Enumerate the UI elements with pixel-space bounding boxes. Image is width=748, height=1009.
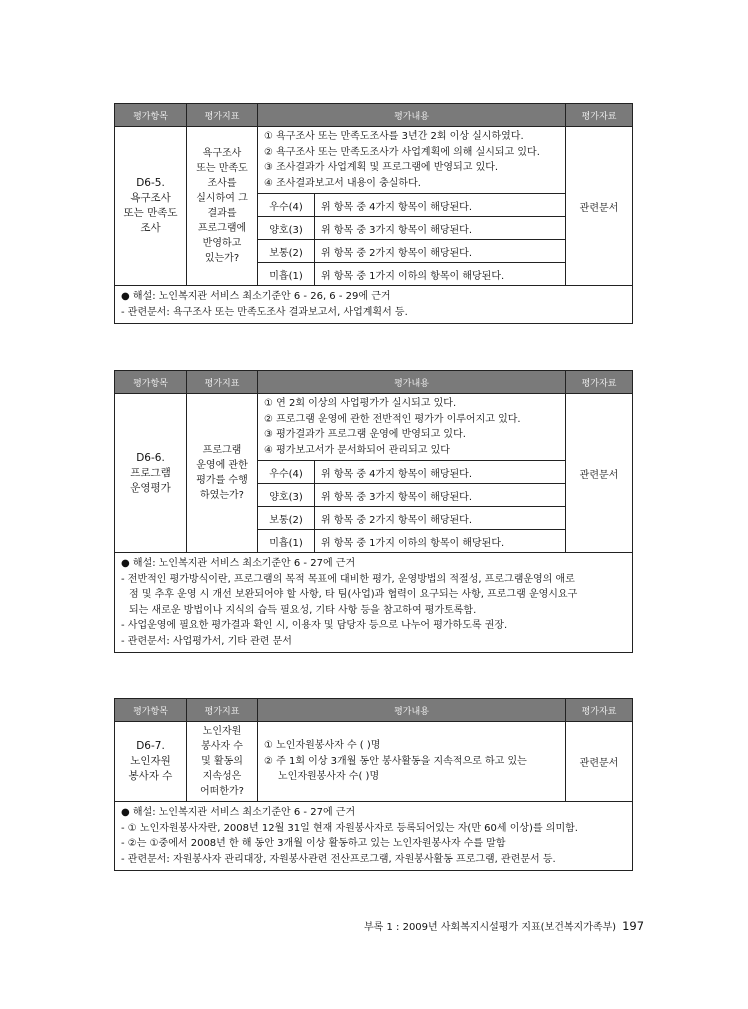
note-line: ● 해설: 노인복지관 서비스 최소기준안 6 - 27에 근거	[121, 807, 356, 818]
indicator-line: 반영하고	[202, 238, 242, 249]
indicator-line: 결과를	[207, 208, 237, 219]
criteria-item: ② 프로그램 운영에 관한 전반적인 평가가 이루어지고 있다.	[264, 413, 521, 425]
indicator-line: 및 활동의	[201, 756, 243, 767]
page-number: 197	[622, 919, 645, 933]
criteria-list	[258, 722, 566, 802]
note-line: - 관련문서: 사업평가서, 기타 관련 문서	[121, 635, 292, 647]
indicator-line: 봉사자 수	[201, 741, 243, 752]
grade-label: 우수(4)	[258, 461, 315, 484]
header-indicator: 평가지표	[187, 104, 258, 127]
header-category: 평가항목	[115, 699, 187, 722]
note-line: - 관련문서: 자원봉사자 관리대장, 자원봉사관련 전산프로그램, 자원봉사활동 프로그램, 관련문서 등.	[121, 853, 556, 865]
criteria-item: 노인자원봉사자 수( )명	[278, 771, 380, 783]
indicator-line: 평가를 수행	[196, 475, 248, 486]
grade-desc: 위 항목 중 1가지 이하의 항목이 해당된다.	[315, 263, 566, 286]
indicator-line: 프로그램	[202, 445, 242, 456]
grade-label: 미흡(1)	[258, 530, 315, 553]
criteria-item: ① 노인자원봉사자 수 ( )명	[264, 740, 381, 752]
criteria-item: ① 욕구조사 또는 만족도조사를 3년간 2회 이상 실시하였다.	[264, 131, 524, 142]
page-footer	[364, 918, 644, 933]
grade-label: 보통(2)	[258, 507, 315, 530]
note-line: ● 해설: 노인복지관 서비스 최소기준안 6 - 27에 근거	[121, 558, 356, 569]
header-content: 평가내용	[258, 699, 566, 722]
material-cell: 관련문서	[566, 722, 633, 802]
header-content: 평가내용	[258, 371, 566, 394]
indicator-line: 하였는가?	[200, 490, 244, 501]
header-material: 평가자료	[566, 371, 633, 394]
grade-desc: 위 항목 중 4가지 항목이 해당된다.	[315, 194, 566, 217]
code-line: 운영평가	[130, 481, 171, 494]
item-code	[115, 722, 187, 802]
footer-text: 부록 1 : 2009년 사회복지시설평가 지표(보건복지가족부)	[364, 922, 617, 933]
note-line: - ① 노인자원봉사자란, 2008년 12월 31일 현재 자원봉사자로 등록되어있는 자(만 60세 이상)를 의미함.	[121, 822, 578, 834]
indicator-line: 조사를	[207, 178, 237, 189]
grade-label: 우수(4)	[258, 194, 315, 217]
indicator-line: 지속성은	[202, 771, 242, 782]
header-content: 평가내용	[258, 104, 566, 127]
code-line: D6-6.	[136, 451, 165, 464]
grade-desc: 위 항목 중 3가지 항목이 해당된다.	[315, 217, 566, 240]
indicator-line: 프로그램에	[197, 223, 247, 234]
note-line: - ②는 ①중에서 2008년 한 해 동안 3개월 이상 활동하고 있는 노인자원봉사자 수를 말함	[121, 838, 506, 849]
criteria-item: ② 욕구조사 또는 만족도조사가 사업계획에 의해 실시되고 있다.	[264, 146, 540, 158]
item-code	[115, 394, 187, 553]
grade-label: 보통(2)	[258, 240, 315, 263]
indicator-line: 운영에 관한	[196, 460, 248, 471]
indicator-line: 욕구조사	[202, 148, 242, 159]
code-line: D6-5.	[136, 177, 165, 189]
criteria-item: ④ 평가보고서가 문서화되어 관리되고 있다	[264, 444, 450, 456]
code-line: 봉사자 수	[128, 770, 173, 782]
note-line: - 사업운영에 필요한 평가결과 확인 시, 이용자 및 담당자 등으로 나누어 평가하도록 권장.	[121, 620, 508, 631]
code-line: 또는 만족도	[123, 207, 178, 219]
note-line: 되는 새로운 방법이나 지식의 습득 필요성, 기타 사항 등을 참고하여 평가토록함.	[129, 604, 477, 616]
criteria-item: ③ 조사결과가 사업계획 및 프로그램에 반영되고 있다.	[264, 162, 499, 173]
code-line: 조사	[140, 222, 161, 234]
criteria-list	[258, 127, 566, 194]
criteria-item: ④ 조사결과보고서 내용이 충실하다.	[264, 177, 421, 189]
grade-desc: 위 항목 중 2가지 항목이 해당된다.	[315, 240, 566, 263]
header-material: 평가자료	[566, 699, 633, 722]
evaluation-table-d6-5	[114, 103, 633, 324]
material-cell: 관련문서	[566, 127, 633, 286]
indicator-line: 또는 만족도	[196, 163, 248, 174]
note-line: ● 해설: 노인복지관 서비스 최소기준안 6 - 26, 6 - 29에 근거	[121, 291, 391, 302]
notes	[115, 802, 633, 871]
indicator-line: 어떠한가?	[200, 786, 244, 797]
note-line: - 관련문서: 욕구조사 또는 만족도조사 결과보고서, 사업계획서 등.	[121, 306, 408, 318]
grade-desc: 위 항목 중 1가지 이하의 항목이 해당된다.	[315, 530, 566, 553]
header-indicator: 평가지표	[187, 371, 258, 394]
code-line: D6-7.	[136, 740, 165, 752]
note-line: 점 및 추후 운영 시 개선 보완되어야 할 사항, 타 팀(사업)과 협력이 요구되는 사항, 프로그램 운영시요구	[129, 589, 578, 600]
code-line: 프로그램	[130, 466, 171, 479]
indicator	[187, 394, 258, 553]
indicator	[187, 127, 258, 286]
header-category: 평가항목	[115, 371, 187, 394]
grade-desc: 위 항목 중 4가지 항목이 해당된다.	[315, 461, 566, 484]
criteria-list	[258, 394, 566, 461]
grade-label: 양호(3)	[258, 484, 315, 507]
evaluation-table-d6-7	[114, 698, 633, 871]
criteria-item: ② 주 1회 이상 3개월 동안 봉사활동을 지속적으로 하고 있는	[264, 755, 527, 767]
item-code	[115, 127, 187, 286]
note-line: - 전반적인 평가방식이란, 프로그램의 목적 목표에 대비한 평가, 운영방법의 적절성, 프로그램운영의 애로	[121, 573, 575, 585]
criteria-item: ③ 평가결과가 프로그램 운영에 반영되고 있다.	[264, 429, 466, 440]
indicator	[187, 722, 258, 802]
header-indicator: 평가지표	[187, 699, 258, 722]
header-category: 평가항목	[115, 104, 187, 127]
notes	[115, 553, 633, 653]
grade-desc: 위 항목 중 2가지 항목이 해당된다.	[315, 507, 566, 530]
indicator-line: 있는가?	[204, 253, 240, 264]
material-cell: 관련문서	[566, 394, 633, 553]
notes	[115, 286, 633, 324]
grade-label: 미흡(1)	[258, 263, 315, 286]
code-line: 노인자원	[130, 755, 171, 767]
evaluation-table-d6-6	[114, 370, 633, 653]
code-line: 욕구조사	[130, 192, 171, 204]
indicator-line: 실시하여 그	[196, 193, 248, 204]
header-material: 평가자료	[566, 104, 633, 127]
indicator-line: 노인자원	[202, 726, 242, 737]
grade-desc: 위 항목 중 3가지 항목이 해당된다.	[315, 484, 566, 507]
criteria-item: ① 연 2회 이상의 사업평가가 실시되고 있다.	[264, 398, 457, 409]
grade-label: 양호(3)	[258, 217, 315, 240]
